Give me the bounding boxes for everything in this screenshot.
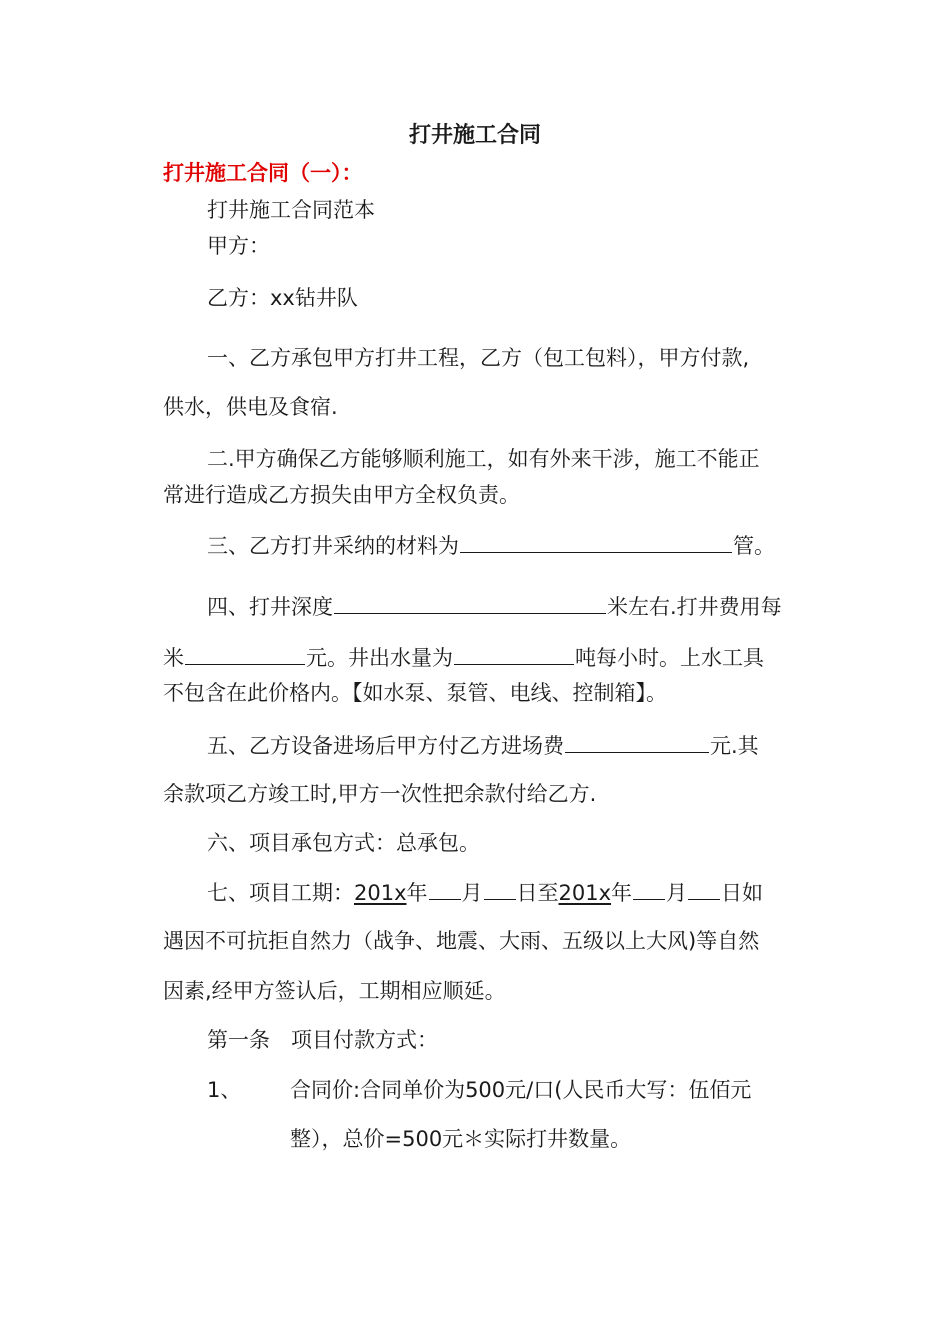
clause7-line3: 因素,经甲方签认后，工期相应顺延。 <box>163 979 506 1003</box>
clause2-line2: 常进行造成乙方损失由甲方全权负责。 <box>163 483 520 507</box>
clause7-line1 <box>207 877 763 907</box>
clause4-line3: 不包含在此价格内。【如水泵、泵管、电线、控制箱】。 <box>163 681 667 705</box>
template-label: 打井施工合同范本 <box>207 198 375 222</box>
day-to: 日至 <box>516 881 559 905</box>
article1-item-line2: 整），总价=500元＊实际打井数量。 <box>290 1127 632 1151</box>
clause6: 六、项目承包方式：总承包。 <box>207 831 480 855</box>
clause4-prefix: 四、打井深度 <box>207 595 333 619</box>
clause7-prefix: 七、项目工期： <box>207 881 354 905</box>
start-year: 201x <box>354 881 407 905</box>
clause1-line1: 一、乙方承包甲方打井工程，乙方（包工包料），甲方付款, <box>207 346 750 370</box>
start-day-blank[interactable] <box>484 877 516 900</box>
section-heading: 打井施工合同（一）： <box>163 161 363 185</box>
clause4-mid2: 元。井出水量为 <box>306 646 453 670</box>
end-month-unit: 月 <box>666 881 688 905</box>
clause5-line2: 余款项乙方竣工时,甲方一次性把余款付给乙方. <box>163 782 597 806</box>
clause5-line1 <box>207 730 759 760</box>
day-if: 日如 <box>721 881 764 905</box>
clause2-line1: 二.甲方确保乙方能够顺利施工，如有外来干涉，施工不能正 <box>207 447 760 471</box>
start-month-blank[interactable] <box>429 877 461 900</box>
article1-item-line1: 合同价:合同单价为500元/口(人民币大写：伍佰元 <box>290 1078 752 1102</box>
clause3-prefix: 三、乙方打井采纳的材料为 <box>207 534 459 558</box>
start-year-unit: 年 <box>406 881 428 905</box>
clause3 <box>207 530 775 560</box>
material-blank[interactable] <box>460 530 732 553</box>
clause3-suffix: 管。 <box>733 534 775 558</box>
clause7-line2: 遇因不可抗拒自然力（战争、地震、大雨、五级以上大风)等自然 <box>163 929 760 953</box>
article1-heading: 第一条 项目付款方式： <box>207 1028 438 1052</box>
end-month-blank[interactable] <box>633 877 665 900</box>
start-month-unit: 月 <box>461 881 483 905</box>
party-a: 甲方： <box>207 234 270 258</box>
clause1-line2: 供水，供电及食宿. <box>163 395 338 419</box>
article1-item-number: 1、 <box>207 1078 242 1102</box>
clause4-mid1: 米左右.打井费用每 <box>607 595 782 619</box>
clause4-line2-start: 米 <box>163 646 184 670</box>
entry-fee-blank[interactable] <box>565 730 709 753</box>
clause5-prefix: 五、乙方设备进场后甲方付乙方进场费 <box>207 734 564 758</box>
party-b: 乙方：xx钻井队 <box>207 286 358 310</box>
price-per-meter-blank[interactable] <box>185 642 305 665</box>
end-year: 201x <box>558 881 612 905</box>
document-title: 打井施工合同 <box>408 123 541 148</box>
clause4-line2 <box>163 642 764 672</box>
depth-blank[interactable] <box>334 591 606 614</box>
end-day-blank[interactable] <box>688 877 720 900</box>
end-year-unit: 年 <box>611 881 633 905</box>
clause4-line1 <box>207 591 782 621</box>
clause5-suffix: 元.其 <box>710 734 759 758</box>
water-output-blank[interactable] <box>454 642 574 665</box>
clause4-mid3: 吨每小时。上水工具 <box>575 646 764 670</box>
